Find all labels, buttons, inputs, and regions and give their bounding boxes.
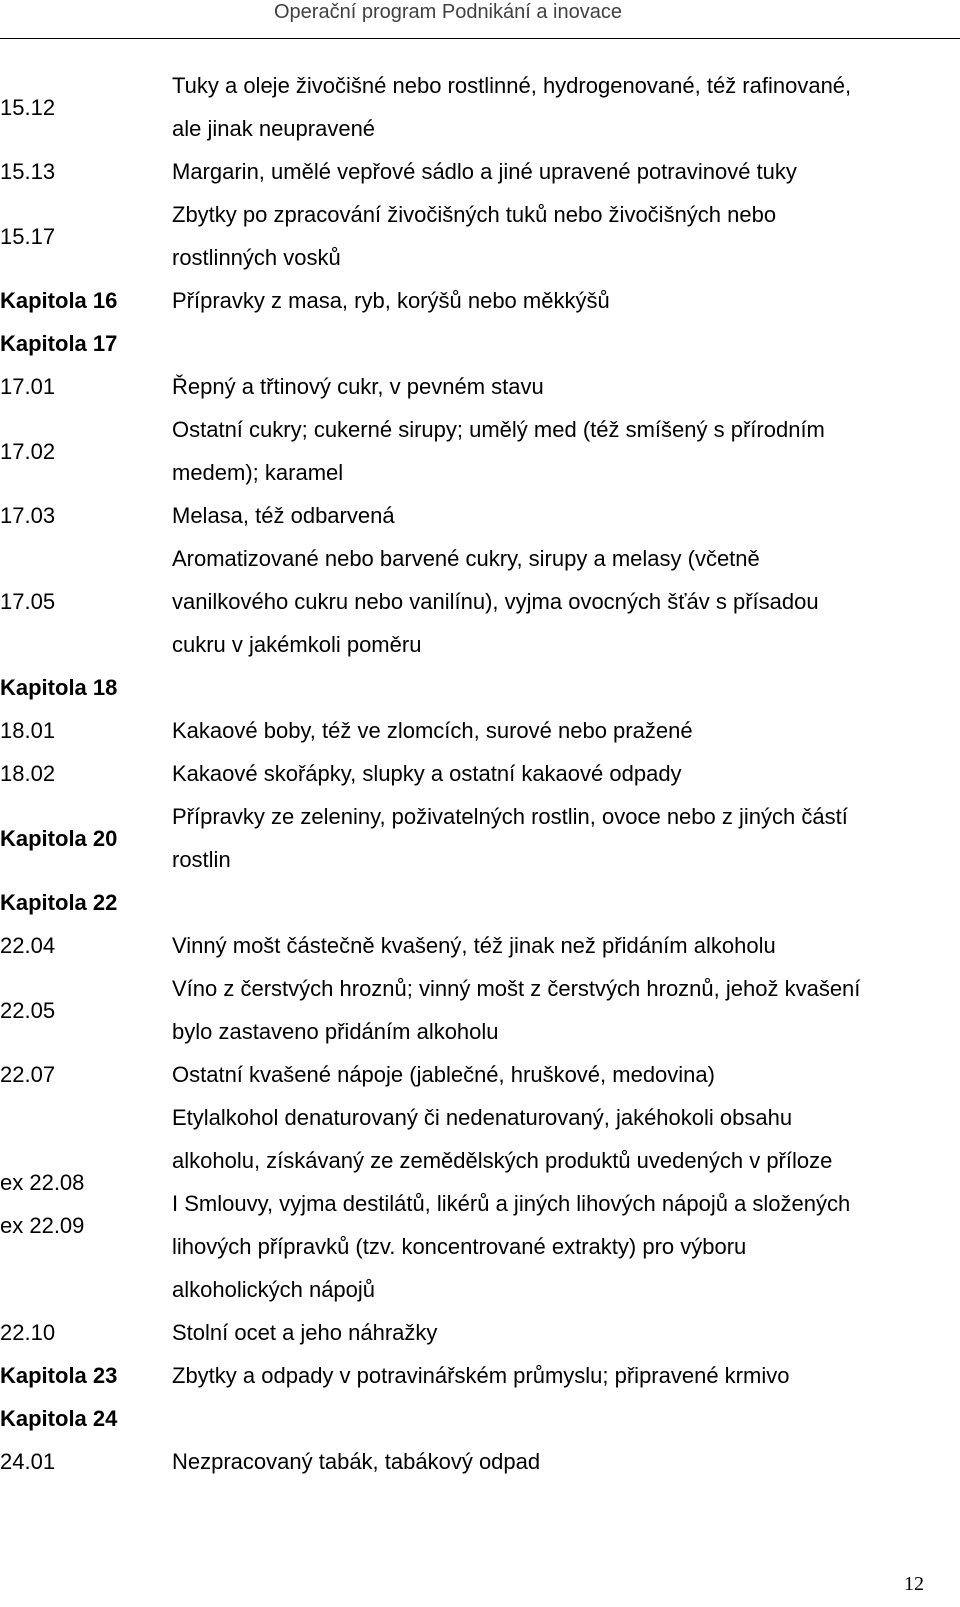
- tariff-code-line: 15.13: [0, 159, 56, 184]
- description-line: vanilkového cukru nebo vanilínu), vyjma ovocných šťáv s přísadou: [172, 589, 819, 614]
- tariff-code: [0, 1053, 172, 1096]
- tariff-code-line: 15.17: [0, 223, 56, 249]
- tariff-code: [0, 967, 172, 1053]
- tariff-code-line: 17.02: [0, 438, 56, 464]
- description-line: alkoholických nápojů: [172, 1277, 376, 1302]
- tariff-code-line: 22.05: [0, 997, 56, 1023]
- tariff-description: [172, 1096, 960, 1311]
- tariff-code-line: 22.07: [0, 1062, 56, 1087]
- tariff-code: [0, 709, 172, 752]
- tariff-code-line: 17.05: [0, 589, 56, 614]
- chapter-label: [0, 1397, 172, 1440]
- description-line: Stolní ocet a jeho náhražky: [172, 1320, 438, 1345]
- tariff-code-line: Kapitola 20: [0, 825, 118, 851]
- tariff-description: [172, 1440, 960, 1483]
- tariff-code: [0, 408, 172, 494]
- description-line: bylo zastaveno přidáním alkoholu: [172, 1019, 499, 1044]
- chapter-label: [0, 881, 172, 924]
- description-line: Nezpracovaný tabák, tabákový odpad: [172, 1449, 541, 1474]
- description-line: Tuky a oleje živočišné nebo rostlinné, hydrogenované, též rafinované,: [172, 73, 852, 98]
- tariff-description: [172, 150, 960, 193]
- empty-description: [172, 1397, 960, 1440]
- description-line: Melasa, též odbarvená: [172, 503, 395, 528]
- page-number: 12: [904, 1573, 924, 1595]
- tariff-codes-body: [0, 64, 960, 1483]
- description-line: I Smlouvy, vyjma destilátů, likérů a jiných lihových nápojů a složených: [172, 1191, 851, 1216]
- tariff-description: [172, 494, 960, 537]
- header-divider: [0, 38, 960, 39]
- tariff-code-line: 17.01: [0, 374, 56, 399]
- table-row: [0, 1397, 960, 1440]
- description-line: Přípravky ze zeleniny, poživatelných rostlin, ovoce nebo z jiných částí: [172, 804, 848, 829]
- tariff-description: [172, 709, 960, 752]
- table-row: [0, 752, 960, 795]
- tariff-code: [0, 494, 172, 537]
- table-row: [0, 408, 960, 494]
- tariff-description: [172, 64, 960, 150]
- description-line: Aromatizované nebo barvené cukry, sirupy a melasy (včetně: [172, 546, 760, 571]
- tariff-description: [172, 1354, 960, 1397]
- tariff-code-line: 17.03: [0, 503, 56, 528]
- chapter-label: [0, 1354, 172, 1397]
- tariff-description: [172, 1397, 960, 1440]
- description-line: ale jinak neupravené: [172, 116, 376, 141]
- description-line: Zbytky a odpady v potravinářském průmyslu; připravené krmivo: [172, 1363, 790, 1388]
- table-row: [0, 924, 960, 967]
- table-row: [0, 494, 960, 537]
- tariff-description: [172, 408, 960, 494]
- tariff-description: [172, 795, 960, 881]
- tariff-code-line: Kapitola 16: [0, 288, 118, 313]
- chapter-label: [0, 279, 172, 322]
- tariff-codes-table: [0, 64, 960, 1483]
- tariff-description: [172, 666, 960, 709]
- table-row: [0, 1096, 960, 1311]
- chapter-label: [0, 795, 172, 881]
- tariff-description: [172, 279, 960, 322]
- description-line: Víno z čerstvých hroznů; vinný mošt z čerstvých hroznů, jehož kvašení: [172, 976, 861, 1001]
- table-row: [0, 709, 960, 752]
- tariff-code: [0, 1311, 172, 1354]
- tariff-description: [172, 881, 960, 924]
- table-row: [0, 881, 960, 924]
- tariff-description: [172, 193, 960, 279]
- description-line: Kakaové boby, též ve zlomcích, surové nebo pražené: [172, 718, 693, 743]
- tariff-code-line: 15.12: [0, 94, 56, 120]
- description-line: Vinný mošt částečně kvašený, též jinak než přidáním alkoholu: [172, 933, 776, 958]
- table-row: [0, 967, 960, 1053]
- table-row: [0, 666, 960, 709]
- table-row: [0, 1354, 960, 1397]
- tariff-description: [172, 924, 960, 967]
- description-line: Etylalkohol denaturovaný či nedenaturovaný, jakéhokoli obsahu: [172, 1105, 793, 1130]
- tariff-code-line: Kapitola 18: [0, 675, 118, 700]
- tariff-code: [0, 1096, 172, 1311]
- page-header: [0, 0, 960, 24]
- description-line: Ostatní cukry; cukerné sirupy; umělý med (též smíšený s přírodním: [172, 417, 825, 442]
- tariff-code-line: Kapitola 22: [0, 890, 118, 915]
- tariff-code-line: 18.01: [0, 718, 56, 743]
- description-line: Kakaové skořápky, slupky a ostatní kakaové odpady: [172, 761, 682, 786]
- description-line: Zbytky po zpracování živočišných tuků nebo živočišných nebo: [172, 202, 777, 227]
- empty-description: [172, 666, 960, 709]
- table-row: [0, 279, 960, 322]
- description-line: alkoholu, získávaný ze zemědělských produktů uvedených v příloze: [172, 1148, 833, 1173]
- chapter-label: [0, 322, 172, 365]
- tariff-description: [172, 1311, 960, 1354]
- table-row: [0, 64, 960, 150]
- description-line: Přípravky z masa, ryb, korýšů nebo měkkýšů: [172, 288, 610, 313]
- empty-description: [172, 881, 960, 924]
- description-line: rostlin: [172, 847, 231, 872]
- description-line: medem); karamel: [172, 460, 344, 485]
- tariff-code: [0, 150, 172, 193]
- table-row: [0, 193, 960, 279]
- description-line: rostlinných vosků: [172, 245, 341, 270]
- table-row: [0, 1311, 960, 1354]
- tariff-code-line: Kapitola 17: [0, 331, 118, 356]
- table-row: [0, 1440, 960, 1483]
- tariff-description: [172, 537, 960, 666]
- tariff-code-line: Kapitola 23: [0, 1363, 118, 1388]
- tariff-code: [0, 365, 172, 408]
- tariff-code: [0, 64, 172, 150]
- chapter-label: [0, 666, 172, 709]
- description-line: cukru v jakémkoli poměru: [172, 632, 422, 657]
- tariff-code-line: 24.01: [0, 1449, 56, 1474]
- tariff-description: [172, 752, 960, 795]
- header-title: Operační program Podnikání a inovace: [274, 1, 622, 23]
- tariff-code-line: ex 22.09: [0, 1212, 85, 1238]
- table-row: [0, 365, 960, 408]
- tariff-code-line: 18.02: [0, 761, 56, 786]
- tariff-description: [172, 322, 960, 365]
- description-line: Řepný a třtinový cukr, v pevném stavu: [172, 374, 544, 399]
- tariff-code: [0, 924, 172, 967]
- table-row: [0, 1053, 960, 1096]
- tariff-code-line: ex 22.08: [0, 1169, 85, 1195]
- tariff-code-line: Kapitola 24: [0, 1406, 118, 1431]
- tariff-code: [0, 537, 172, 666]
- table-row: [0, 795, 960, 881]
- table-row: [0, 150, 960, 193]
- tariff-code-line: 22.10: [0, 1320, 56, 1345]
- tariff-code: [0, 752, 172, 795]
- table-row: [0, 537, 960, 666]
- tariff-description: [172, 1053, 960, 1096]
- table-row: [0, 322, 960, 365]
- description-line: Margarin, umělé vepřové sádlo a jiné upravené potravinové tuky: [172, 159, 797, 184]
- description-line: lihových přípravků (tzv. koncentrované extrakty) pro výboru: [172, 1234, 747, 1259]
- tariff-code: [0, 193, 172, 279]
- tariff-code: [0, 1440, 172, 1483]
- tariff-code-line: 22.04: [0, 933, 56, 958]
- tariff-description: [172, 365, 960, 408]
- empty-description: [172, 322, 960, 365]
- tariff-description: [172, 967, 960, 1053]
- description-line: Ostatní kvašené nápoje (jablečné, hruškové, medovina): [172, 1062, 715, 1087]
